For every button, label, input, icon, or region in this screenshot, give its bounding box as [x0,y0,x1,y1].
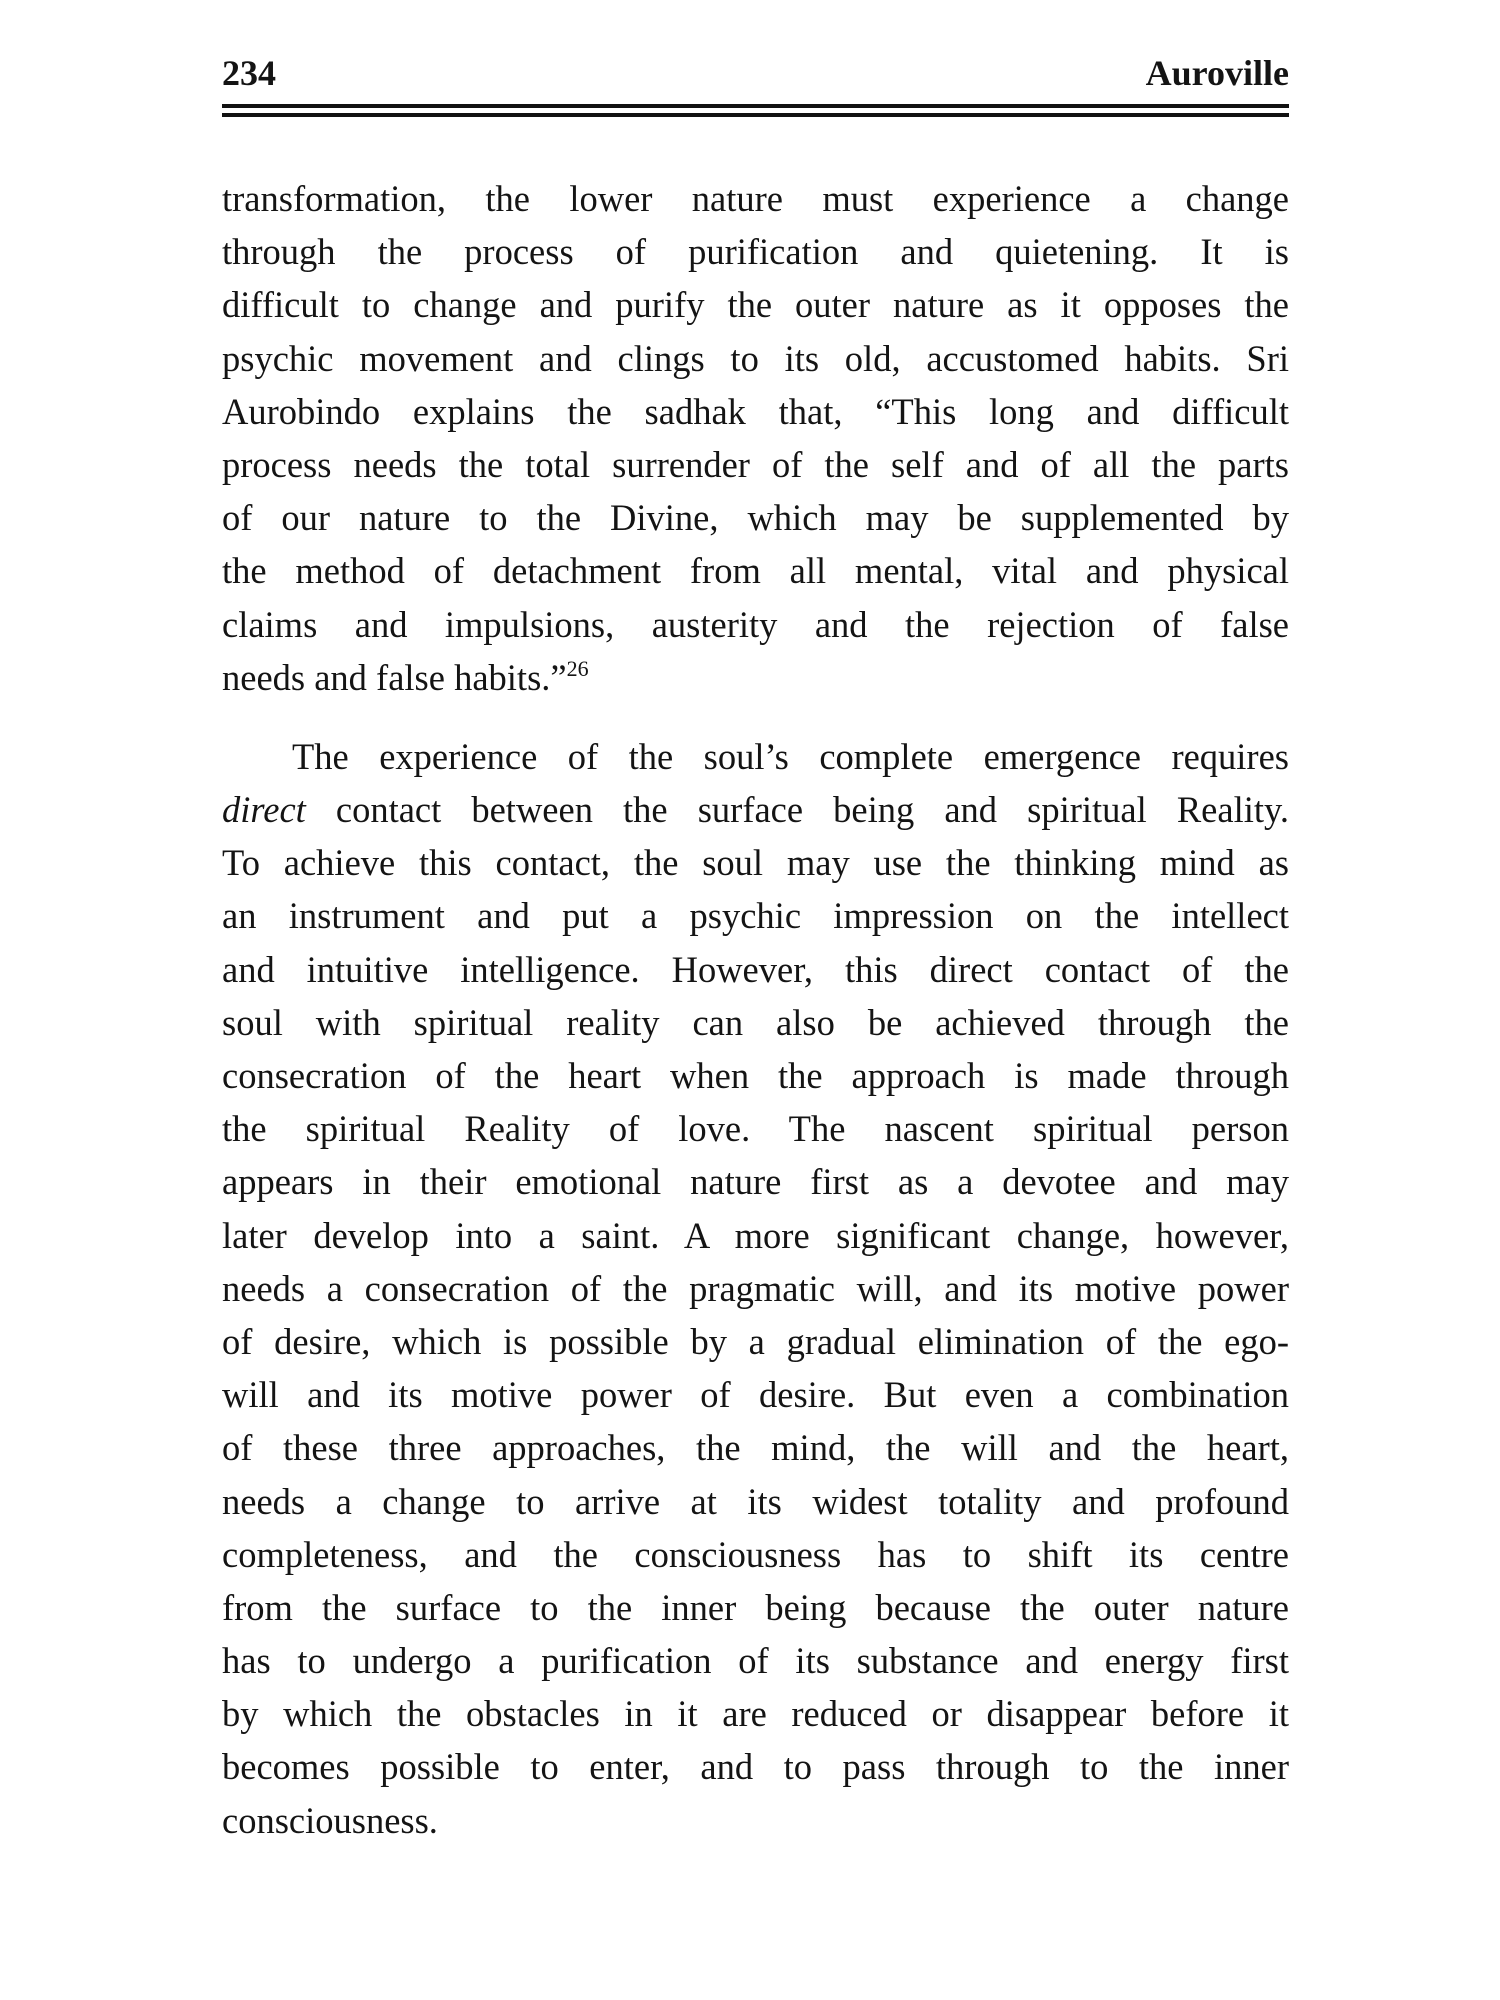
line-text: difficult to change and purify the outer nature as it opposes the [222,284,1289,326]
text-line [222,651,1289,704]
text-line [222,1528,1289,1581]
line-text: of desire, which is possible by a gradual elimination of the ego- [222,1320,1289,1362]
line-text: through the process of purification and quietening. It is [222,231,1289,273]
line-text: completeness, and the consciousness has to shift its centre [222,1533,1289,1575]
line-text: will and its motive power of desire. But even a combination [222,1374,1289,1416]
text-line [222,1102,1289,1155]
text-line [222,1262,1289,1315]
line-text: the method of detachment from all mental, vital and physical [222,550,1289,592]
line-text: psychic movement and clings to its old, accustomed habits. Sri [222,337,1289,379]
paragraph-1 [222,172,1289,704]
text-line [222,1475,1289,1528]
text-line [222,544,1289,597]
text-line [222,1315,1289,1368]
line-text: has to undergo a purification of its substance and energy first [222,1640,1289,1682]
text-line [222,598,1289,651]
text-line [222,1421,1289,1474]
text-line [222,385,1289,438]
text-line [222,1634,1289,1687]
line-text: claims and impulsions, austerity and the rejection of false [222,603,1289,645]
line-text: the spiritual Reality of love. The nascent spiritual person [222,1108,1289,1150]
text-line [222,172,1289,225]
line-text: soul with spiritual reality can also be achieved through the [222,1001,1289,1043]
text-line [222,1794,1289,1847]
text-line [222,836,1289,889]
line-text: by which the obstacles in it are reduced or disappear before it [222,1693,1289,1735]
text-line [222,1581,1289,1634]
line-text: consecration of the heart when the approach is made through [222,1055,1289,1096]
line-text: contact between the surface being and spiritual Reality. [305,789,1289,831]
line-text: becomes possible to enter, and to pass through to the inner [222,1746,1289,1788]
line-text: process needs the total surrender of the self and of all the parts [222,443,1289,485]
footnote-reference: 26 [566,655,589,681]
text-line [222,225,1289,278]
text-line [222,996,1289,1049]
text-line [222,889,1289,942]
header-rule-top [222,104,1289,108]
text-line [222,1209,1289,1262]
text-line [222,438,1289,491]
line-text: of these three approaches, the mind, the will and the heart, [222,1427,1289,1469]
line-text: needs and false habits.” [222,656,567,698]
line-text: transformation, the lower nature must experience a change [222,178,1289,219]
text-line [222,278,1289,331]
text-line [222,1740,1289,1793]
running-header [222,52,1289,100]
text-line [222,730,1289,783]
text-line [222,1687,1289,1740]
line-text: needs a change to arrive at its widest totality and profound [222,1480,1289,1522]
text-line [222,943,1289,996]
page-number: 234 [222,53,276,93]
line-text: appears in their emotional nature first as a devotee and may [222,1161,1289,1203]
text-line [222,1368,1289,1421]
line-text: an instrument and put a psychic impression on the intellect [222,895,1289,937]
line-text: needs a consecration of the pragmatic will, and its motive power [222,1267,1289,1309]
line-text: later develop into a saint. A more significant change, however, [222,1214,1289,1256]
body-text [222,172,1289,1847]
paragraph-2 [222,730,1289,1847]
line-text: To achieve this contact, the soul may use the thinking mind as [222,842,1289,884]
header-rule-bottom [222,113,1289,117]
line-text: Aurobindo explains the sadhak that, “This long and difficult [222,390,1289,432]
line-text: of our nature to the Divine, which may be supplemented by [222,497,1289,539]
line-text: and intuitive intelligence. However, this direct contact of the [222,948,1289,990]
text-line [222,1155,1289,1208]
line-text: from the surface to the inner being because the outer nature [222,1586,1289,1628]
text-line [222,491,1289,544]
text-line [222,783,1289,836]
line-text: The experience of the soul’s complete emergence requires [292,735,1289,777]
text-line [222,1049,1289,1102]
text-line [222,332,1289,385]
running-title: Auroville [1145,53,1289,93]
emphasis-word: direct [222,789,306,831]
line-text: consciousness. [222,1799,438,1841]
